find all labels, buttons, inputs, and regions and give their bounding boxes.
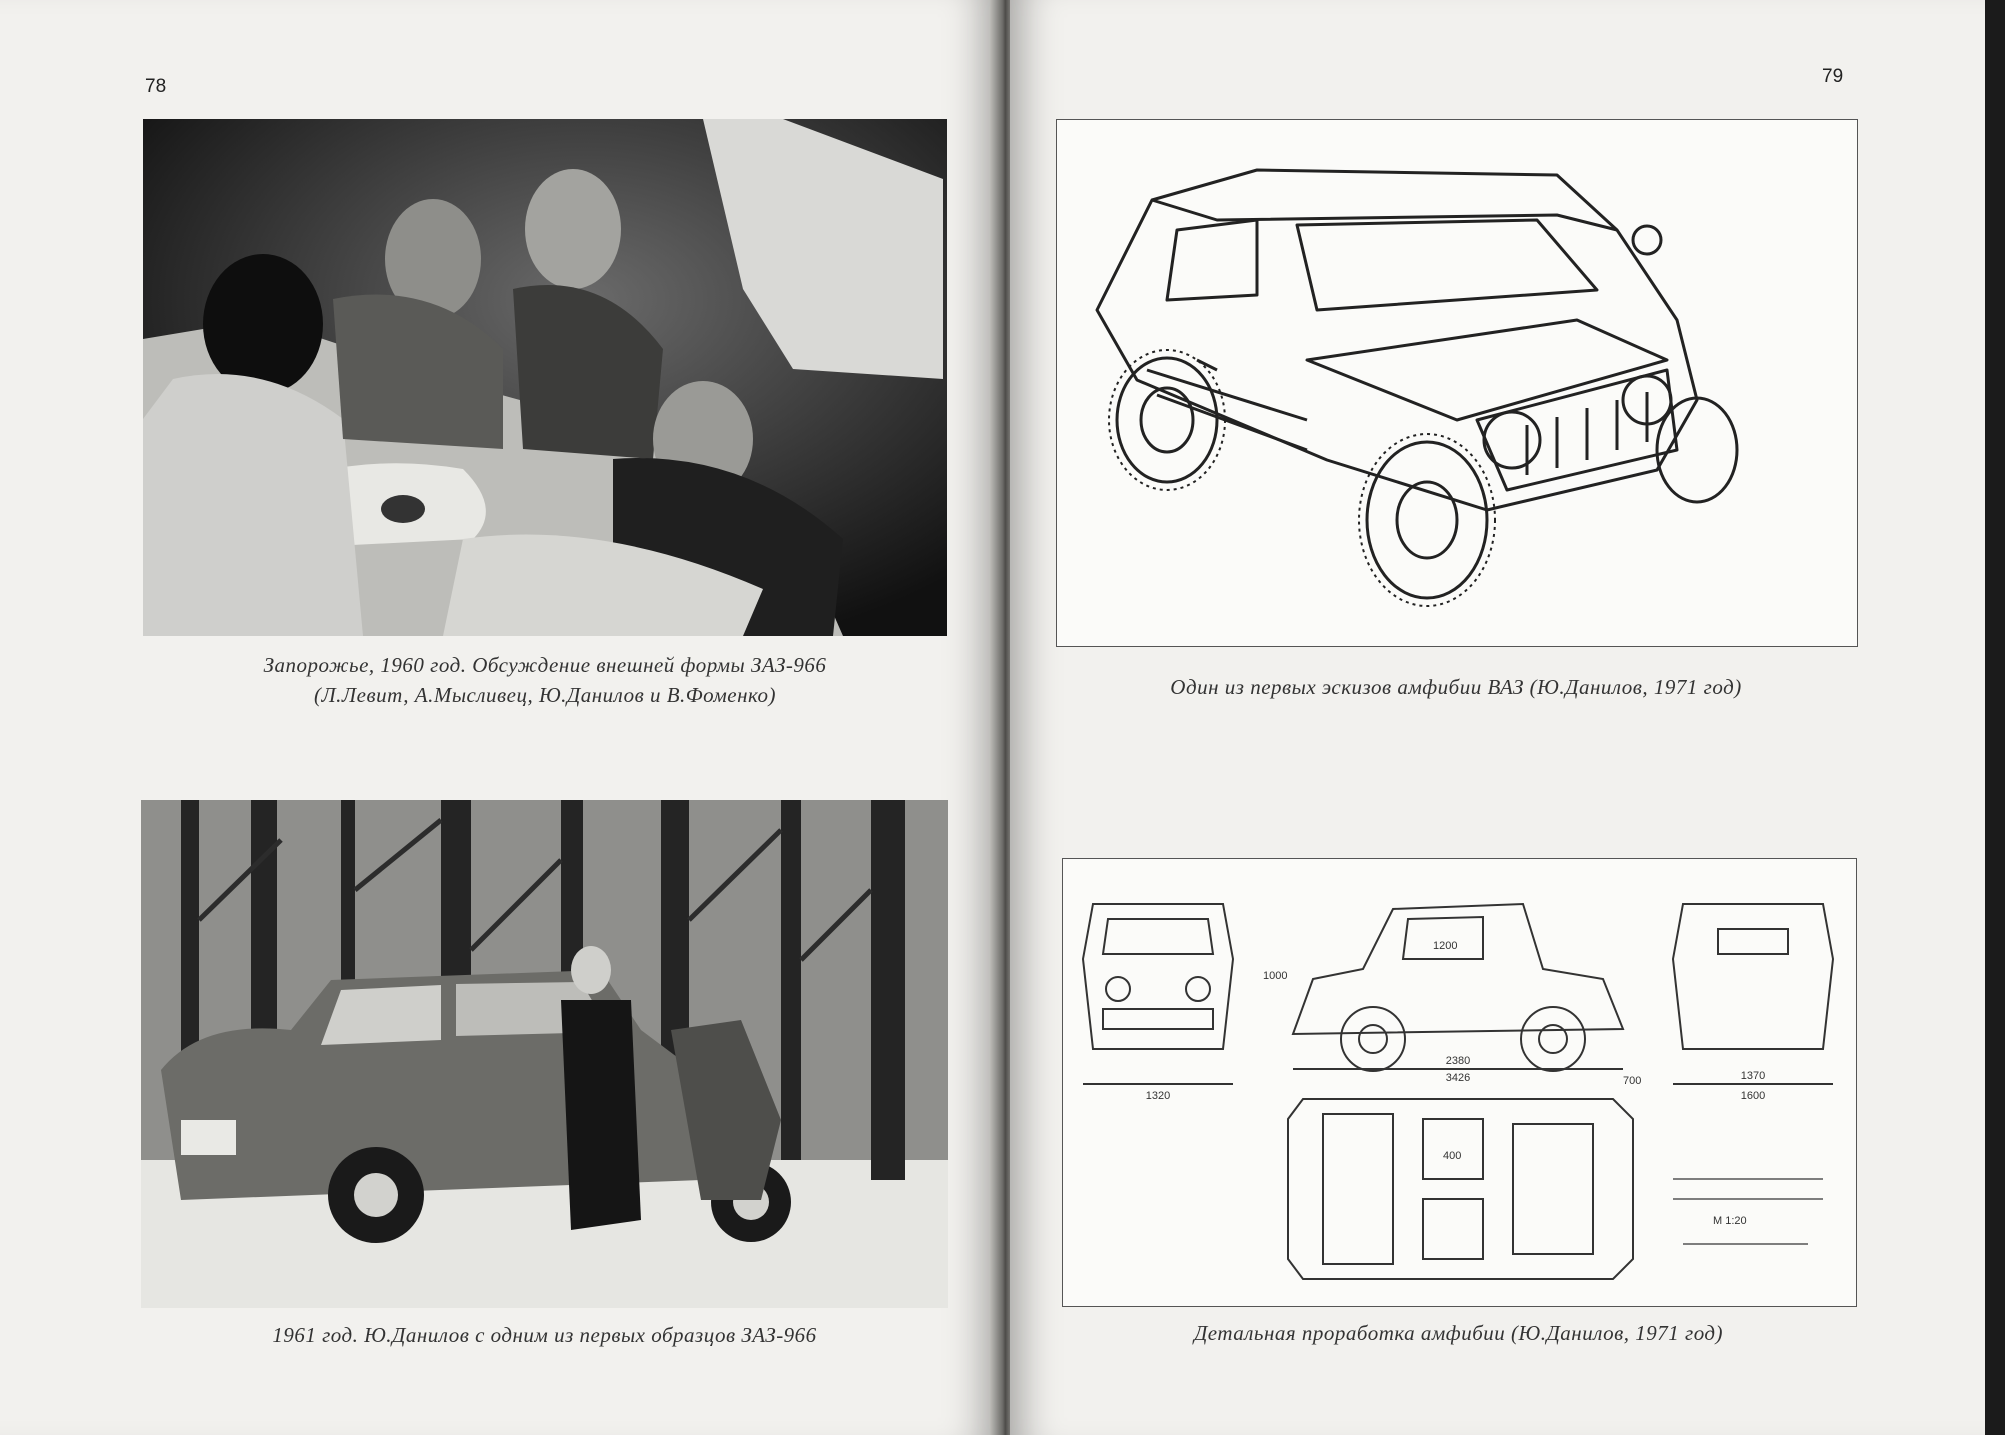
blueprint-amphibian-drawing xyxy=(1063,859,1856,1306)
caption-photo-car-forest: 1961 год. Ю.Данилов с одним из первых образцов ЗАЗ-966 xyxy=(272,1323,817,1347)
caption-blueprint-amphibian: Детальная проработка амфибии (Ю.Данилов, 1971 год) xyxy=(1193,1321,1724,1345)
page-number-left: 78 xyxy=(145,76,167,97)
dim-label-10: M 1:20 xyxy=(1713,1215,1747,1227)
right-page xyxy=(1010,0,1985,1435)
dim-label-1: 2380 xyxy=(1445,1055,1471,1067)
blueprint-amphibian xyxy=(1062,858,1857,1307)
caption-line-1: Запорожье, 1960 год. Обсуждение внешней формы ЗАЗ-966 xyxy=(263,653,827,677)
sketch-amphibian-drawing xyxy=(1057,120,1857,646)
dim-label-7: 1200 xyxy=(1433,940,1458,952)
dim-label-8: 400 xyxy=(1443,1150,1462,1162)
caption-sketch-amphibian: Один из первых эскизов амфибии ВАЗ (Ю.Данилов, 1971 год) xyxy=(1170,675,1742,699)
dim-label-6: 1000 xyxy=(1263,970,1288,982)
dim-label-9: 700 xyxy=(1623,1075,1642,1087)
dim-label-4: 1370 xyxy=(1740,1070,1766,1082)
photo-discussion xyxy=(143,119,947,636)
photo-car-forest-image xyxy=(141,800,948,1308)
book-edge xyxy=(1985,0,2005,1435)
caption-line-2: (Л.Левит, А.Мысливец, Ю.Данилов и В.Фоменко) xyxy=(313,683,777,707)
page-number-right: 79 xyxy=(1822,66,1844,87)
dim-label-5: 1600 xyxy=(1740,1090,1766,1102)
caption-photo-discussion xyxy=(143,650,947,710)
sketch-amphibian xyxy=(1056,119,1858,647)
dim-label-3: 1320 xyxy=(1145,1090,1171,1102)
left-page xyxy=(0,0,995,1435)
photo-car-forest xyxy=(141,800,948,1308)
dim-label-2: 3426 xyxy=(1445,1072,1471,1084)
photo-discussion-image xyxy=(143,119,947,636)
